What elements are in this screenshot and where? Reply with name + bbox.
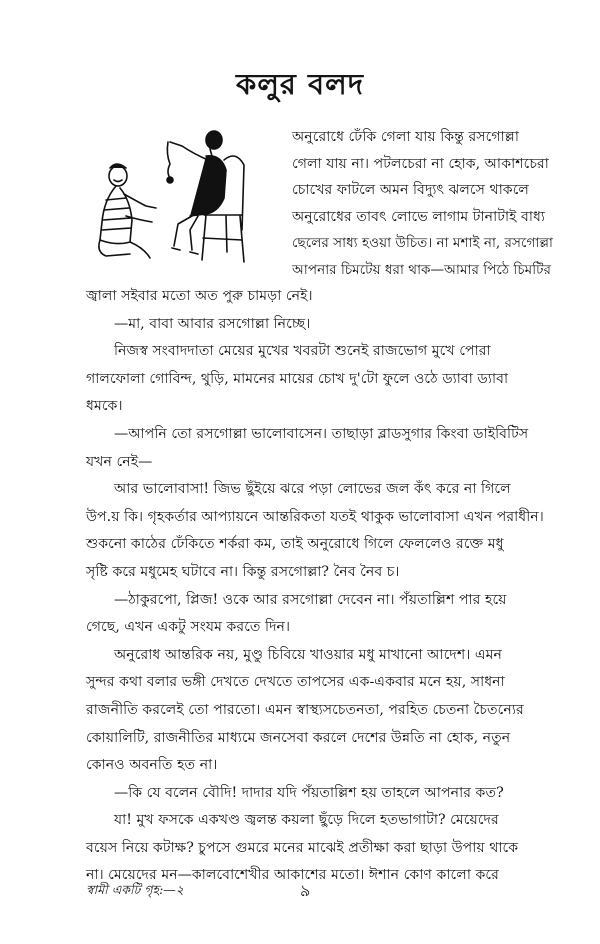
text-line: শুকনো কাঠের ঢেঁকিতে শর্করা কম, তাই অনুরোধে গিলে ফেললেও রক্তে মধু — [86, 536, 504, 553]
chapter-title: কলুর বলদ — [236, 67, 364, 101]
text-line: জ্বালা সইবার মতো অত পুরু চামড়া নেই। — [86, 288, 313, 304]
text-line: সৃষ্টি করে মধুমেহ ঘটাবে না। কিন্তু রসগোল্লা? নৈব নৈব চ। — [86, 563, 400, 580]
text-line: যখন নেই— — [86, 453, 153, 470]
text-line: চোখের ফাটলে অমন বিদ্যুৎ ঝলসে থাকলে — [292, 182, 530, 199]
text-line: অনুরোধ আন্তরিক নয়, মুণ্ডু চিবিয়ে খাওয়ার মধু মাখানো আদেশ। এমন — [114, 646, 502, 663]
text-line: যা! মুখ ফসকে একখণ্ড জ্বলন্ত কয়লা ছুঁড়ে দিলে হতভাগাটা? মেয়েদের — [114, 812, 499, 829]
body-text — [86, 283, 554, 890]
text-line: ছেলের সাধ্য হওয়া উচিত। না মশাই না, রসগোল্লা — [292, 235, 553, 252]
running-footer: স্বামী একটি গৃহ:—২ — [86, 882, 184, 897]
text-line: না। মেয়েদের মন—কালবোশেখীর আকাশের মতো। ঈশান কোণ কালো করে — [86, 867, 499, 884]
text-line: গেছে, এখন একটু সংযম করতে দিন। — [86, 619, 291, 636]
text-line: গালফোলা গোবিন্দ, থুড়ি, মামনের মায়ের চোখ দু'টো ফুলে ওঠে ড্যাবা ড্যাবা — [86, 370, 509, 387]
text-line: গেলা যায় না। পটলচেরা না হোক, আকাশচেরা — [292, 155, 549, 172]
text-line: আপনার চিমটেয় ধরা থাক—আমার পিঠে চিমটির — [292, 261, 551, 278]
text-line: —আপনি তো রসগোল্লা ভালোবাসেন। তাছাড়া ব্লাডসুগার কিংবা ডাইবিটিস — [114, 425, 529, 442]
text-line: —ঠাকুরপো, প্লিজ! ওকে আর রসগোল্লা দেবেন না। পঁয়তাল্লিশ পার হয়ে — [114, 591, 507, 608]
page-number: ৯ — [300, 881, 311, 900]
text-line: কোনও অবনতি হত না। — [86, 757, 218, 774]
text-line: নিজস্ব সংবাদদাতা মেয়ের মুখের খবরটা শুনেই রাজভোগ মুখে পোরা — [114, 343, 491, 360]
text-line: উপ.য় কি। গৃহকর্তার আপ্যায়নে আন্তরিকতা যতই থাকুক ভালোবাসা এখন পরাধীন। — [86, 508, 544, 525]
text-line: অনুরোধের তাবৎ লোভে লাগাম টানাটাই বাধ্য — [292, 208, 546, 225]
text-line: —কি যে বলেন বৌদি! দাদার যদি পঁয়তাল্লিশ হয় তাহলে আপনার কত? — [114, 784, 504, 801]
illustration-drawing — [86, 120, 286, 270]
text-line: সুন্দর কথা বলার ভঙ্গী দেখতে দেখতে তাপসের এক-একবার মনে হয়, সাধনা — [86, 674, 505, 691]
text-line: ধমকে। — [86, 398, 123, 415]
text-line: বয়েস নিয়ে কটাক্ষ? চুপসে গুমরে মনের মাঝেই প্রতীক্ষা করা ছাড়া উপায় থাকে — [86, 839, 519, 856]
text-line: —মা, বাবা আবার রসগোল্লা নিচ্ছে। — [114, 315, 311, 332]
text-line: অনুরোধে ঢেঁকি গেলা যায় কিন্তু রসগোল্লা — [292, 129, 519, 145]
text-line: আর ভালোবাসা! জিভ ছুঁইয়ে ঝরে পড়া লোভের জল কঁৎ করে না গিলে — [114, 481, 511, 498]
text-line: কোয়ালিটি, রাজনীতির মাধ্যমে জনসেবা করলে দেশের উন্নতি না হোক, নতুন — [86, 729, 511, 746]
wrapped-paragraph — [292, 124, 554, 284]
text-line: রাজনীতি করলেই তো পারতো। এমন স্বাস্থ্যসচেতনতা, পরহিত চেতনা চৈতন্যের — [86, 701, 524, 718]
